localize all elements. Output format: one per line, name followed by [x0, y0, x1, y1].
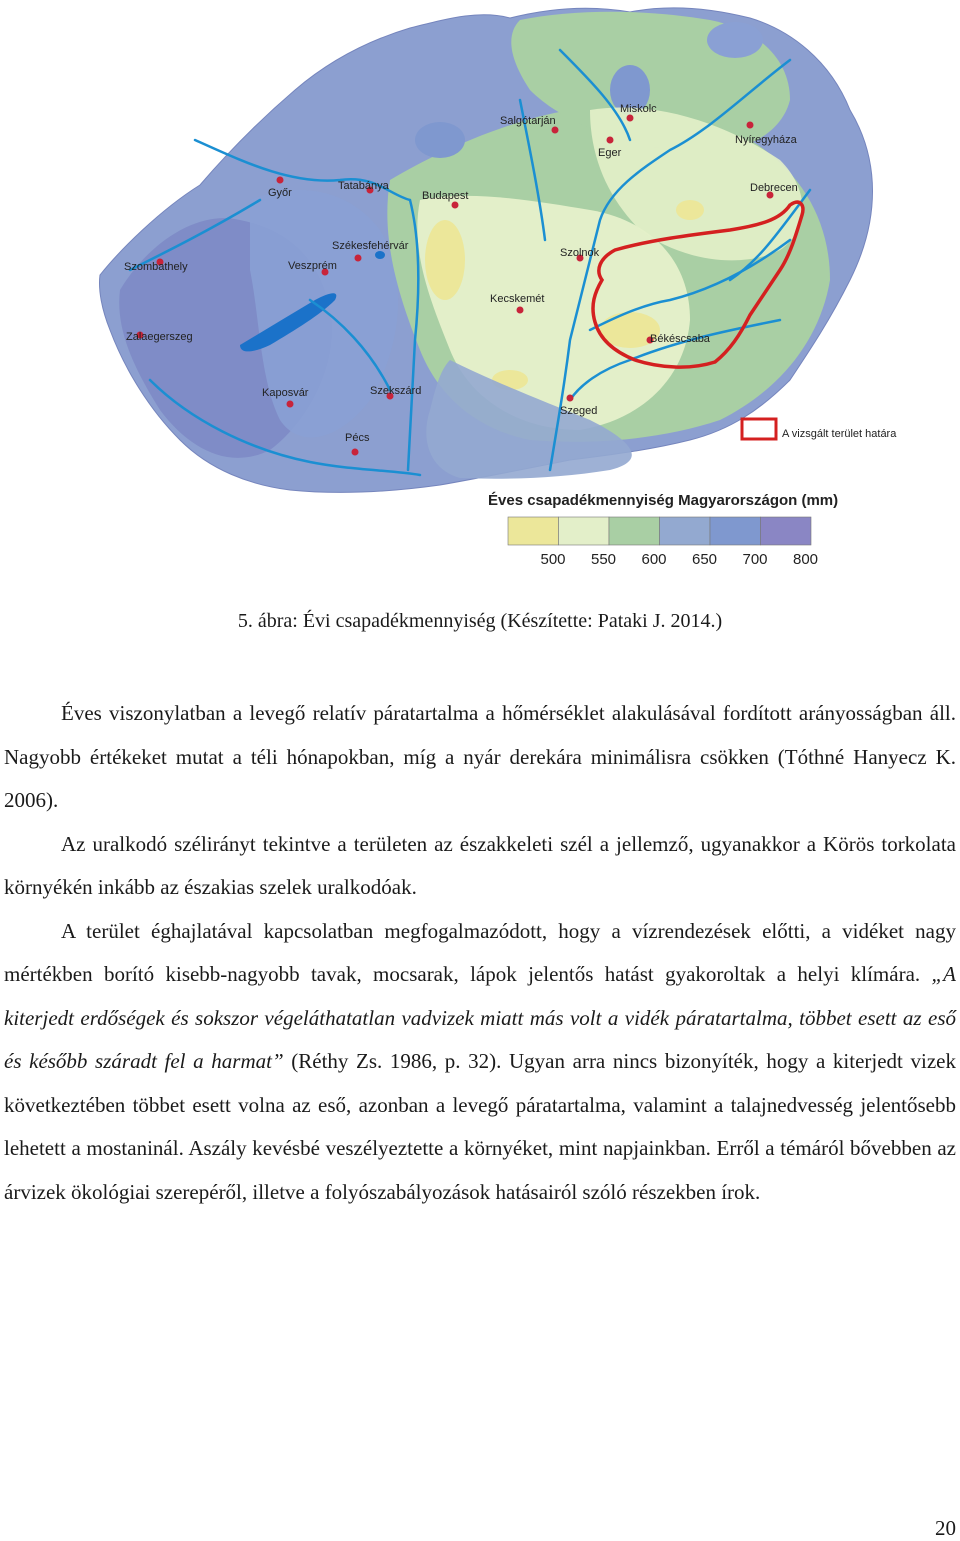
legend-title: Éves csapadékmennyiség Magyarországon (mm): [488, 492, 839, 509]
city-dot: [352, 449, 359, 456]
legend-tick-labels: [541, 551, 819, 568]
paragraph-1: Éves viszonylatban a levegő relatív páratartalma a hőmérséklet alakulásával fordított arányosságban áll. Nagyobb értékeket mutat a téli hónapokban, míg a nyár derekára minimálisra csökken (Tóthné Hanyecz K. 2006).: [4, 701, 956, 812]
dry-spot-b: [676, 200, 704, 220]
city-dot: [607, 137, 614, 144]
city-label-szeged: Szeged: [560, 405, 598, 417]
legend-tick-label: 500: [540, 551, 566, 568]
paragraph-3: [4, 910, 956, 1215]
city-label-tatabanya: Tatabánya: [338, 180, 389, 192]
city-label-zalaegerszeg: Zalaegerszeg: [126, 331, 193, 343]
city-dot: [277, 177, 284, 184]
city-label-debrecen: Debrecen: [750, 182, 798, 194]
dry-spot-a: [425, 220, 465, 300]
city-label-veszprem: Veszprém: [288, 260, 337, 272]
legend-swatch: [660, 517, 711, 545]
border-legend-swatch: [742, 419, 776, 439]
legend-tick-label: 800: [793, 551, 819, 568]
legend-swatch: [609, 517, 660, 545]
city-dot: [747, 122, 754, 129]
figure-caption: 5. ábra: Évi csapadékmennyiség (Készítette: Pataki J. 2014.): [237, 610, 723, 632]
city-label-szekesfehervar: Székesfehérvár: [332, 240, 409, 252]
city-dot: [452, 202, 459, 209]
city-label-salgotarjan: Salgótarján: [500, 115, 556, 127]
legend-colorbar: [508, 517, 811, 545]
city-label-szolnok: Szolnok: [560, 247, 600, 259]
legend-swatch: [559, 517, 610, 545]
legend-tick-label: 650: [692, 551, 718, 568]
legend-swatch: [710, 517, 761, 545]
paragraph-3-quote: „A kiterjedt erdőségek és sokszor végeláthatatlan vadvizek miatt más volt a vidék páratartalma, többet esett az eső és később száradt fel a harmat”: [4, 962, 956, 1073]
city-label-miskolc: Miskolc: [620, 103, 657, 115]
precipitation-map-figure: [90, 0, 930, 580]
city-label-kecskemet: Kecskemét: [490, 293, 545, 305]
city-dot: [552, 127, 559, 134]
legend-swatch: [761, 517, 812, 545]
city-label-pecs: Pécs: [345, 432, 370, 444]
lake-velence: [375, 251, 385, 259]
city-dot: [517, 307, 524, 314]
north-zone-700-a: [415, 122, 465, 158]
city-label-budapest: Budapest: [422, 190, 469, 202]
city-label-eger: Eger: [598, 147, 622, 159]
page-number: 20: [935, 1516, 956, 1540]
city-label-nyiregyhaza: Nyíregyháza: [735, 134, 797, 146]
city-dot: [627, 115, 634, 122]
legend-tick-label: 600: [641, 551, 667, 568]
paragraph-3-part-a: A terület éghajlatával kapcsolatban megfogalmazódott, hogy a vízrendezések előtti, a vidéket nagy mértékben borító kisebb-nagyobb tavak, mocsarak, lápok jelentős hatást gyakoroltak a helyi klímára.: [4, 918, 956, 986]
city-label-bekescsaba: Békéscsaba: [650, 333, 710, 345]
precipitation-map: [90, 0, 930, 580]
city-label-gyor: Győr: [268, 187, 292, 199]
border-legend-label: A vizsgált terület határa: [782, 428, 897, 440]
city-dot: [567, 395, 574, 402]
city-label-szekszard: Szekszárd: [370, 385, 422, 397]
legend-swatch: [508, 517, 559, 545]
city-dot: [355, 255, 362, 262]
legend-tick-label: 700: [742, 551, 768, 568]
north-zone-700-c: [707, 22, 763, 58]
body-text: [4, 692, 956, 1214]
paragraph-2: Az uralkodó szélirányt tekintve a területen az északkeleti szél a jellemző, ugyanakkor a Körös torkolata környékén inkább az északias szelek uralkodóak.: [4, 831, 956, 899]
city-label-szombathely: Szombathely: [124, 261, 188, 273]
city-dot: [287, 401, 294, 408]
city-label-kaposvar: Kaposvár: [262, 387, 309, 399]
legend-tick-label: 550: [591, 551, 617, 568]
paragraph-3-part-b: (Réthy Zs. 1986, p. 32). Ugyan arra nincs bizonyíték, hogy a kiterjedt vizek következtében többet esett volna az eső, azonban a levegő páratartalma, valamint a talajnedvesség jelentősebb lehetett a mostaninál. Aszály kevésbé veszélyeztette a környéket, mint napjainkban. Erről a témáról bővebben az árvizek ökológiai szerepéről, illetve a folyószabályozások hatásairól szóló részekben írok.: [4, 1049, 956, 1204]
